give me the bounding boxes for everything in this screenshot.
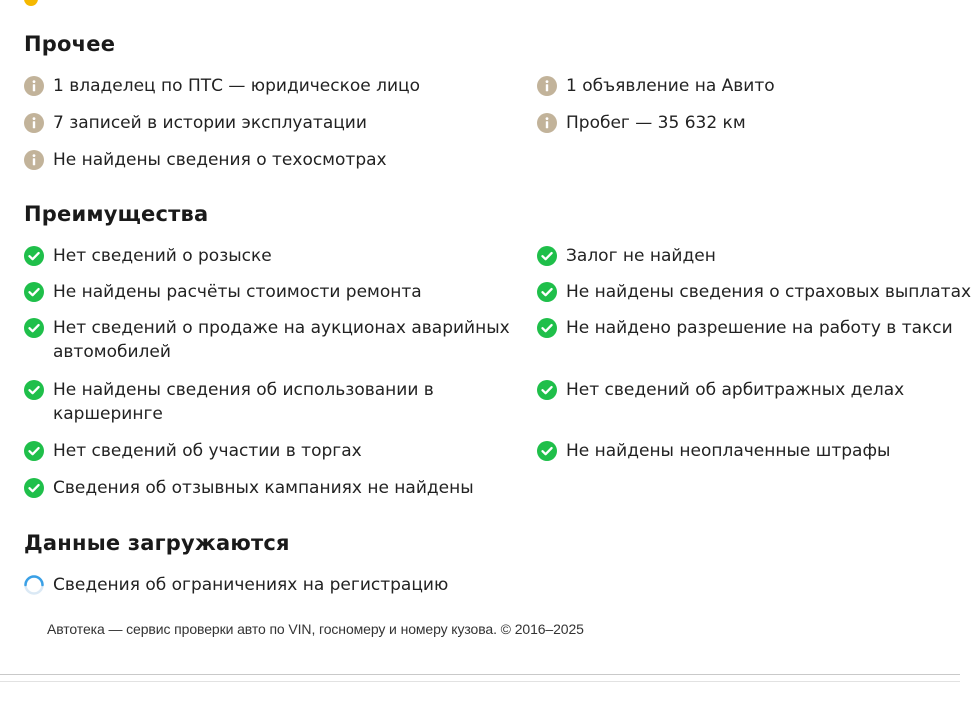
list-item	[24, 111, 514, 135]
list-item	[24, 148, 514, 172]
check-icon	[24, 441, 44, 461]
section-advantages	[24, 200, 971, 498]
info-icon	[24, 76, 44, 96]
item-text: Нет сведений о продаже на аукционах аварийных автомобилей	[53, 318, 510, 362]
section-loading	[24, 529, 960, 595]
check-icon	[24, 380, 44, 400]
footer-text: Автотека — сервис проверки авто по VIN, госномеру и номеру кузова. © 2016–2025	[47, 621, 584, 637]
item-text: Сведения об ограничениях на регистрацию	[53, 575, 449, 595]
item-text: Нет сведений об арбитражных делах	[566, 380, 905, 400]
list-item	[24, 476, 524, 500]
list-item	[537, 74, 957, 98]
item-text: 1 объявление на Авито	[566, 76, 775, 96]
list-item	[24, 74, 514, 98]
item-text: Нет сведений о розыске	[53, 246, 272, 266]
item-text: 1 владелец по ПТС — юридическое лицо	[53, 76, 421, 96]
list-item	[24, 316, 519, 364]
section-title-advantages: Преимущества	[24, 202, 209, 226]
item-text: Не найдены неоплаченные штрафы	[566, 441, 891, 461]
item-text: Не найдены сведения об использовании в каршеринге	[53, 380, 434, 424]
list-item	[24, 244, 514, 268]
check-icon	[537, 318, 557, 338]
check-icon	[24, 318, 44, 338]
list-item	[537, 316, 960, 340]
item-text: Не найдены расчёты стоимости ремонта	[53, 282, 422, 302]
item-text: Сведения об отзывных кампаниях не найдены	[53, 478, 474, 498]
check-icon	[24, 282, 44, 302]
section-title-other: Прочее	[24, 32, 116, 56]
list-item	[537, 439, 960, 463]
info-icon	[24, 150, 44, 170]
list-item	[537, 111, 957, 135]
info-icon	[24, 113, 44, 133]
divider	[0, 674, 960, 675]
list-item	[537, 280, 971, 304]
item-text: Нет сведений об участии в торгах	[53, 441, 362, 461]
item-text: Не найдено разрешение на работу в такси	[566, 318, 953, 338]
bottom-bar	[0, 682, 960, 720]
check-icon	[537, 282, 557, 302]
list-item	[537, 378, 960, 402]
item-text: Не найдены сведения о техосмотрах	[53, 150, 387, 170]
info-icon	[537, 113, 557, 133]
list-item	[24, 280, 514, 304]
info-icon	[537, 76, 557, 96]
loading-spinner-icon	[24, 575, 44, 595]
check-icon	[24, 246, 44, 266]
check-icon	[24, 478, 44, 498]
list-item	[24, 573, 724, 597]
check-icon	[537, 441, 557, 461]
section-title-loading: Данные загружаются	[24, 531, 290, 555]
check-icon	[537, 246, 557, 266]
item-text: Пробег — 35 632 км	[566, 113, 746, 133]
list-item	[537, 244, 960, 268]
item-text: Не найдены сведения о страховых выплатах	[566, 282, 971, 302]
section-other	[24, 30, 960, 170]
item-text: 7 записей в истории эксплуатации	[53, 113, 367, 133]
list-item	[24, 378, 464, 426]
check-icon	[537, 380, 557, 400]
status-dot-icon	[24, 0, 38, 6]
item-text: Залог не найден	[566, 246, 716, 266]
list-item	[24, 439, 514, 463]
